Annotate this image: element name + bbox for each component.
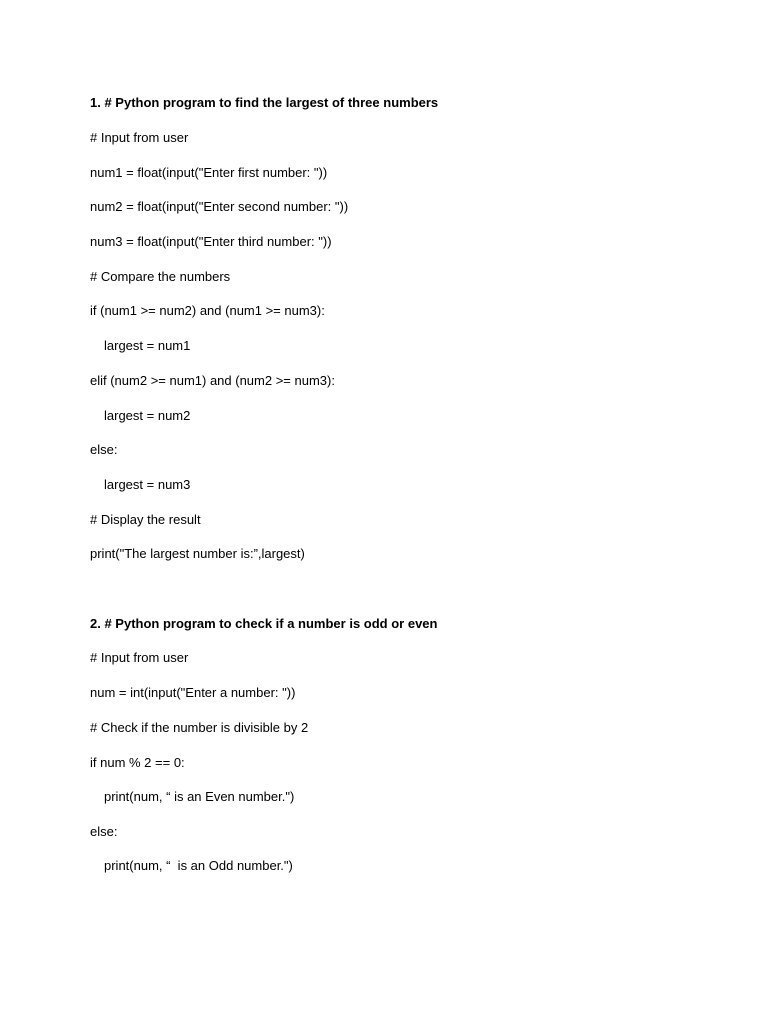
section1-heading: 1. # Python program to find the largest of three numbers (90, 95, 439, 110)
code-line-largest-num1: largest = num1 (104, 338, 191, 353)
code-line-else-2: else: (90, 824, 118, 839)
code-comment-input: # Input from user (90, 130, 189, 145)
code-line-if: if (num1 >= num2) and (num1 >= num3): (90, 303, 325, 318)
code-comment-input-2: # Input from user (90, 650, 189, 665)
code-line-print-odd: print(num, “ is an Odd number.") (104, 858, 293, 873)
code-line-num: num = int(input("Enter a number: ")) (90, 685, 296, 700)
code-line-if-mod: if num % 2 == 0: (90, 755, 185, 770)
code-comment-compare: # Compare the numbers (90, 269, 231, 284)
code-line-largest-num3: largest = num3 (104, 477, 191, 492)
code-line-else: else: (90, 442, 118, 457)
code-line-num3: num3 = float(input("Enter third number: ")) (90, 234, 332, 249)
code-line-largest-num2: largest = num2 (104, 408, 191, 423)
code-comment-check: # Check if the number is divisible by 2 (90, 720, 309, 735)
section2-heading: 2. # Python program to check if a number is odd or even (90, 616, 438, 631)
code-line-elif: elif (num2 >= num1) and (num2 >= num3): (90, 373, 335, 388)
code-line-print-largest: print("The largest number is:”,largest) (90, 546, 305, 561)
code-line-num1: num1 = float(input("Enter first number: ")) (90, 165, 328, 180)
code-line-print-even: print(num, “ is an Even number.") (104, 789, 295, 804)
code-comment-display: # Display the result (90, 512, 201, 527)
code-line-num2: num2 = float(input("Enter second number: ")) (90, 199, 349, 214)
